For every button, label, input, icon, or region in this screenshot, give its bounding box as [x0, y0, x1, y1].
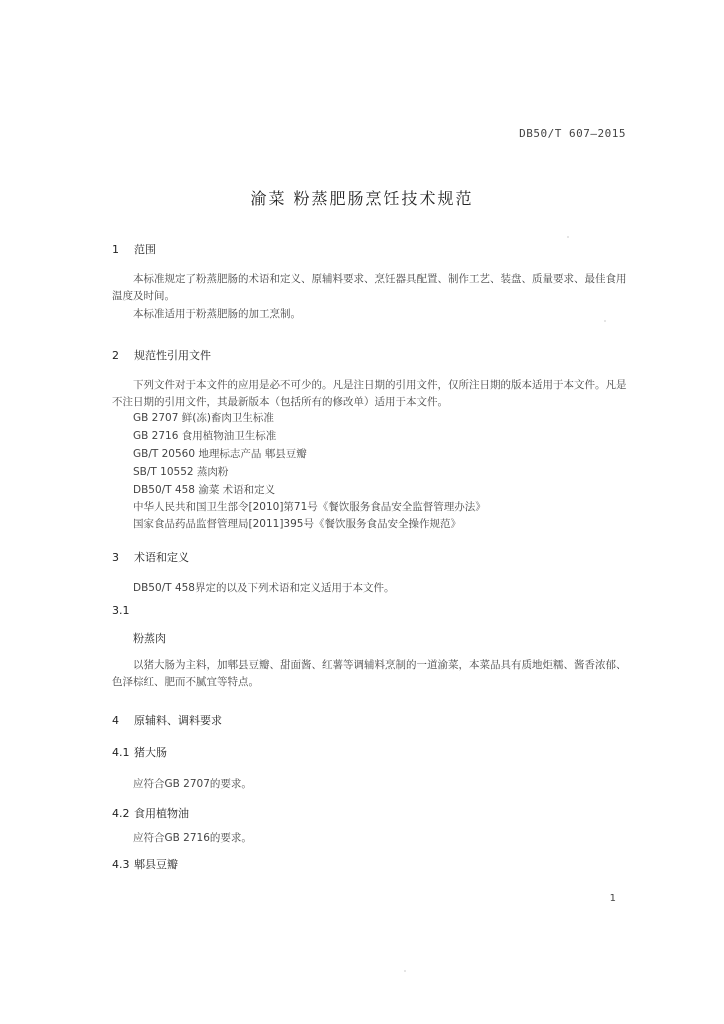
subsection-4-2-text: 应符合GB 2716的要求。 — [133, 832, 252, 844]
reference-item: GB/T 20560 地理标志产品 郫县豆瓣 — [133, 448, 307, 460]
subsection-4-3-number: 4.3 — [112, 858, 130, 871]
page-number: 1 — [609, 893, 616, 904]
reference-item: 中华人民共和国卫生部令[2010]第71号《餐饮服务食品安全监督管理办法》 — [133, 501, 486, 513]
section-1-number: 1 — [112, 243, 119, 256]
term-name: 粉蒸肉 — [133, 632, 166, 645]
subsection-4-2-number: 4.2 — [112, 807, 130, 820]
subsection-4-1-title: 猪大肠 — [134, 746, 167, 759]
subsection-4-2-title: 食用植物油 — [134, 807, 189, 820]
section-1-paragraph-2: 本标准适用于粉蒸肥肠的加工烹制。 — [133, 308, 301, 320]
scan-speck — [404, 970, 406, 972]
subsection-4-3-heading — [112, 856, 178, 872]
section-4-title: 原辅料、调料要求 — [134, 714, 222, 727]
section-1-paragraph-1: 本标准规定了粉蒸肥肠的术语和定义、原辅料要求、烹饪器具配置、制作工艺、装盘、质量要求、最佳食用温度及时间。 — [112, 273, 627, 302]
subsection-4-1-text: 应符合GB 2707的要求。 — [133, 778, 252, 790]
section-3-title: 术语和定义 — [134, 551, 189, 564]
term-definition: 以猪大肠为主料，加郫县豆瓣、甜面酱、红薯等调辅料烹制的一道渝菜，本菜品具有质地炬糯、酱香浓郁、色泽棕红、肥而不腻宜等特点。 — [112, 659, 627, 688]
subsection-3-1-number: 3.1 — [112, 604, 130, 617]
section-2-heading — [112, 347, 211, 363]
subsection-4-1-number: 4.1 — [112, 746, 130, 759]
document-number: DB50/T 607—2015 — [519, 127, 626, 140]
section-2-intro: 下列文件对于本文件的应用是必不可少的。凡是注日期的引用文件，仅所注日期的版本适用于本文件。凡是不注日期的引用文件，其最新版本（包括所有的修改单）适用于本文件。 — [112, 379, 627, 408]
reference-item: 国家食品药品监督管理局[2011]395号《餐饮服务食品安全操作规范》 — [133, 518, 461, 530]
section-4-heading — [112, 712, 222, 728]
scan-speck — [604, 320, 606, 322]
section-3-number: 3 — [112, 551, 119, 564]
subsection-4-2-heading — [112, 805, 189, 821]
section-4-number: 4 — [112, 714, 119, 727]
reference-item: SB/T 10552 蒸肉粉 — [133, 466, 229, 478]
document-title: 渝菜 粉蒸肥肠烹饪技术规范 — [250, 189, 474, 208]
subsection-4-1-heading — [112, 744, 167, 760]
reference-item: GB 2707 鲜(冻)畜肉卫生标准 — [133, 412, 274, 424]
reference-item: DB50/T 458 渝菜 术语和定义 — [133, 484, 276, 496]
section-1-title: 范围 — [134, 243, 156, 256]
section-1-heading — [112, 241, 156, 257]
scan-speck — [567, 236, 569, 238]
subsection-4-3-title: 郫县豆瓣 — [134, 858, 178, 871]
section-2-number: 2 — [112, 349, 119, 362]
section-3-heading — [112, 549, 189, 565]
section-2-title: 规范性引用文件 — [134, 349, 211, 362]
reference-item: GB 2716 食用植物油卫生标准 — [133, 430, 277, 442]
section-3-intro: DB50/T 458界定的以及下列术语和定义适用于本文件。 — [133, 582, 395, 594]
